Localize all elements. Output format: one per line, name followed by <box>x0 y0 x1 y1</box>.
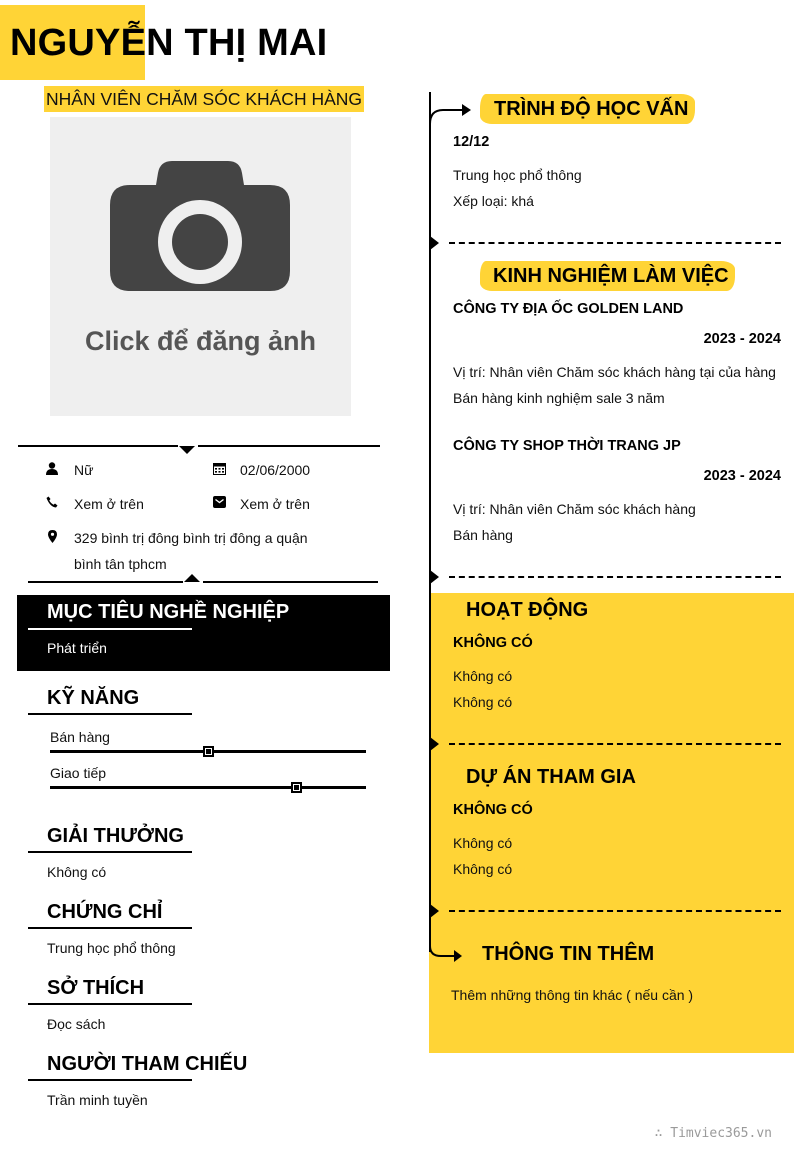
extra-text[interactable]: Thêm những thông tin khác ( nếu cần ) <box>451 987 694 1003</box>
user-icon <box>45 461 59 475</box>
activities-text[interactable]: Không có <box>453 694 513 710</box>
certificates-title[interactable]: CHỨNG CHỈ <box>47 901 163 923</box>
job-description[interactable]: Bán hàng <box>453 527 513 543</box>
objective-title[interactable]: MỤC TIÊU NGHỀ NGHIỆP <box>47 601 290 623</box>
job-period[interactable]: 2023 - 2024 <box>703 331 781 347</box>
arrow-right-icon <box>429 98 473 126</box>
activities-heading[interactable]: KHÔNG CÓ <box>453 635 533 651</box>
hobbies-title[interactable]: SỞ THÍCH <box>47 977 145 999</box>
objective-text[interactable]: Phát triển <box>47 640 107 656</box>
job-description[interactable]: Vị trí: Nhân viên Chăm sóc khách hàng tại của hàng <box>453 364 776 380</box>
timeline-line <box>429 92 431 952</box>
timeline-marker-icon <box>430 904 439 918</box>
job-description[interactable]: Vị trí: Nhân viên Chăm sóc khách hàng <box>453 501 696 517</box>
skill-name[interactable]: Giao tiếp <box>50 765 107 781</box>
section-underline <box>28 1079 192 1081</box>
section-underline <box>28 713 192 715</box>
section-underline <box>28 927 192 929</box>
job-company[interactable]: CÔNG TY ĐỊA ỐC GOLDEN LAND <box>453 301 684 317</box>
highlight-panel <box>429 593 794 1053</box>
calendar-icon <box>212 461 226 475</box>
section-underline <box>28 1003 192 1005</box>
job-period[interactable]: 2023 - 2024 <box>703 468 781 484</box>
projects-text[interactable]: Không có <box>453 835 513 851</box>
section-underline <box>28 851 192 853</box>
section-divider <box>449 743 781 745</box>
avatar-label: Click để đăng ảnh <box>84 326 317 356</box>
arrow-right-icon <box>429 930 465 966</box>
email-icon <box>212 495 226 509</box>
section-underline <box>28 628 192 630</box>
projects-heading[interactable]: KHÔNG CÓ <box>453 802 533 818</box>
hobbies-text[interactable]: Đọc sách <box>47 1016 106 1032</box>
divider-arrow-icon <box>184 574 200 582</box>
education-grade[interactable]: 12/12 <box>453 134 490 150</box>
job-description[interactable]: Bán hàng kinh nghiệm sale 3 năm <box>453 390 665 406</box>
divider <box>28 581 183 583</box>
phone-icon <box>45 495 59 509</box>
education-title[interactable]: TRÌNH ĐỘ HỌC VẤN <box>494 98 689 120</box>
projects-title[interactable]: DỰ ÁN THAM GIA <box>466 766 636 788</box>
divider <box>198 445 380 447</box>
skill-name[interactable]: Bán hàng <box>50 729 110 745</box>
candidate-name[interactable]: NGUYỄN THỊ MAI <box>10 22 328 64</box>
skills-title[interactable]: KỸ NĂNG <box>47 687 140 709</box>
references-title[interactable]: NGƯỜI THAM CHIẾU <box>47 1053 248 1075</box>
avatar-upload[interactable] <box>50 117 351 416</box>
education-school[interactable]: Trung học phổ thông <box>453 167 582 183</box>
job-position[interactable]: NHÂN VIÊN CHĂM SÓC KHÁCH HÀNG <box>44 86 364 112</box>
activities-text[interactable]: Không có <box>453 668 513 684</box>
awards-title[interactable]: GIẢI THƯỞNG <box>47 825 184 847</box>
divider <box>203 581 378 583</box>
projects-text[interactable]: Không có <box>453 861 513 877</box>
activities-title[interactable]: HOẠT ĐỘNG <box>466 599 589 621</box>
skill-level-handle[interactable] <box>291 782 302 793</box>
email-value[interactable]: Xem ở trên <box>240 496 310 512</box>
timeline-marker-icon <box>430 236 439 250</box>
phone-value[interactable]: Xem ở trên <box>74 496 144 512</box>
section-divider <box>449 576 781 578</box>
address-line-2[interactable]: bình tân tphcm <box>74 556 167 572</box>
skill-bar <box>50 786 366 789</box>
timeline-marker-icon <box>430 737 439 751</box>
divider-arrow-icon <box>179 446 195 454</box>
experience-title[interactable]: KINH NGHIỆM LÀM VIỆC <box>493 265 729 287</box>
skill-level-handle[interactable] <box>203 746 214 757</box>
map-pin-icon <box>45 529 59 543</box>
timeline-marker-icon <box>430 570 439 584</box>
awards-text[interactable]: Không có <box>47 864 107 880</box>
birthday-value[interactable]: 02/06/2000 <box>240 462 311 478</box>
address-line-1[interactable]: 329 bình trị đông bình trị đông a quận <box>74 530 308 546</box>
gender-value[interactable]: Nữ <box>74 462 94 478</box>
camera-icon <box>110 161 290 291</box>
education-rank[interactable]: Xếp loại: khá <box>453 193 534 209</box>
references-text[interactable]: Trần minh tuyền <box>47 1092 148 1108</box>
job-company[interactable]: CÔNG TY SHOP THỜI TRANG JP <box>453 438 681 454</box>
divider <box>18 445 178 447</box>
section-divider <box>449 242 781 244</box>
section-divider <box>449 910 781 912</box>
extra-title[interactable]: THÔNG TIN THÊM <box>482 943 655 965</box>
certificates-text[interactable]: Trung học phổ thông <box>47 940 176 956</box>
watermark: ∴ Timviec365.vn <box>654 1126 772 1141</box>
